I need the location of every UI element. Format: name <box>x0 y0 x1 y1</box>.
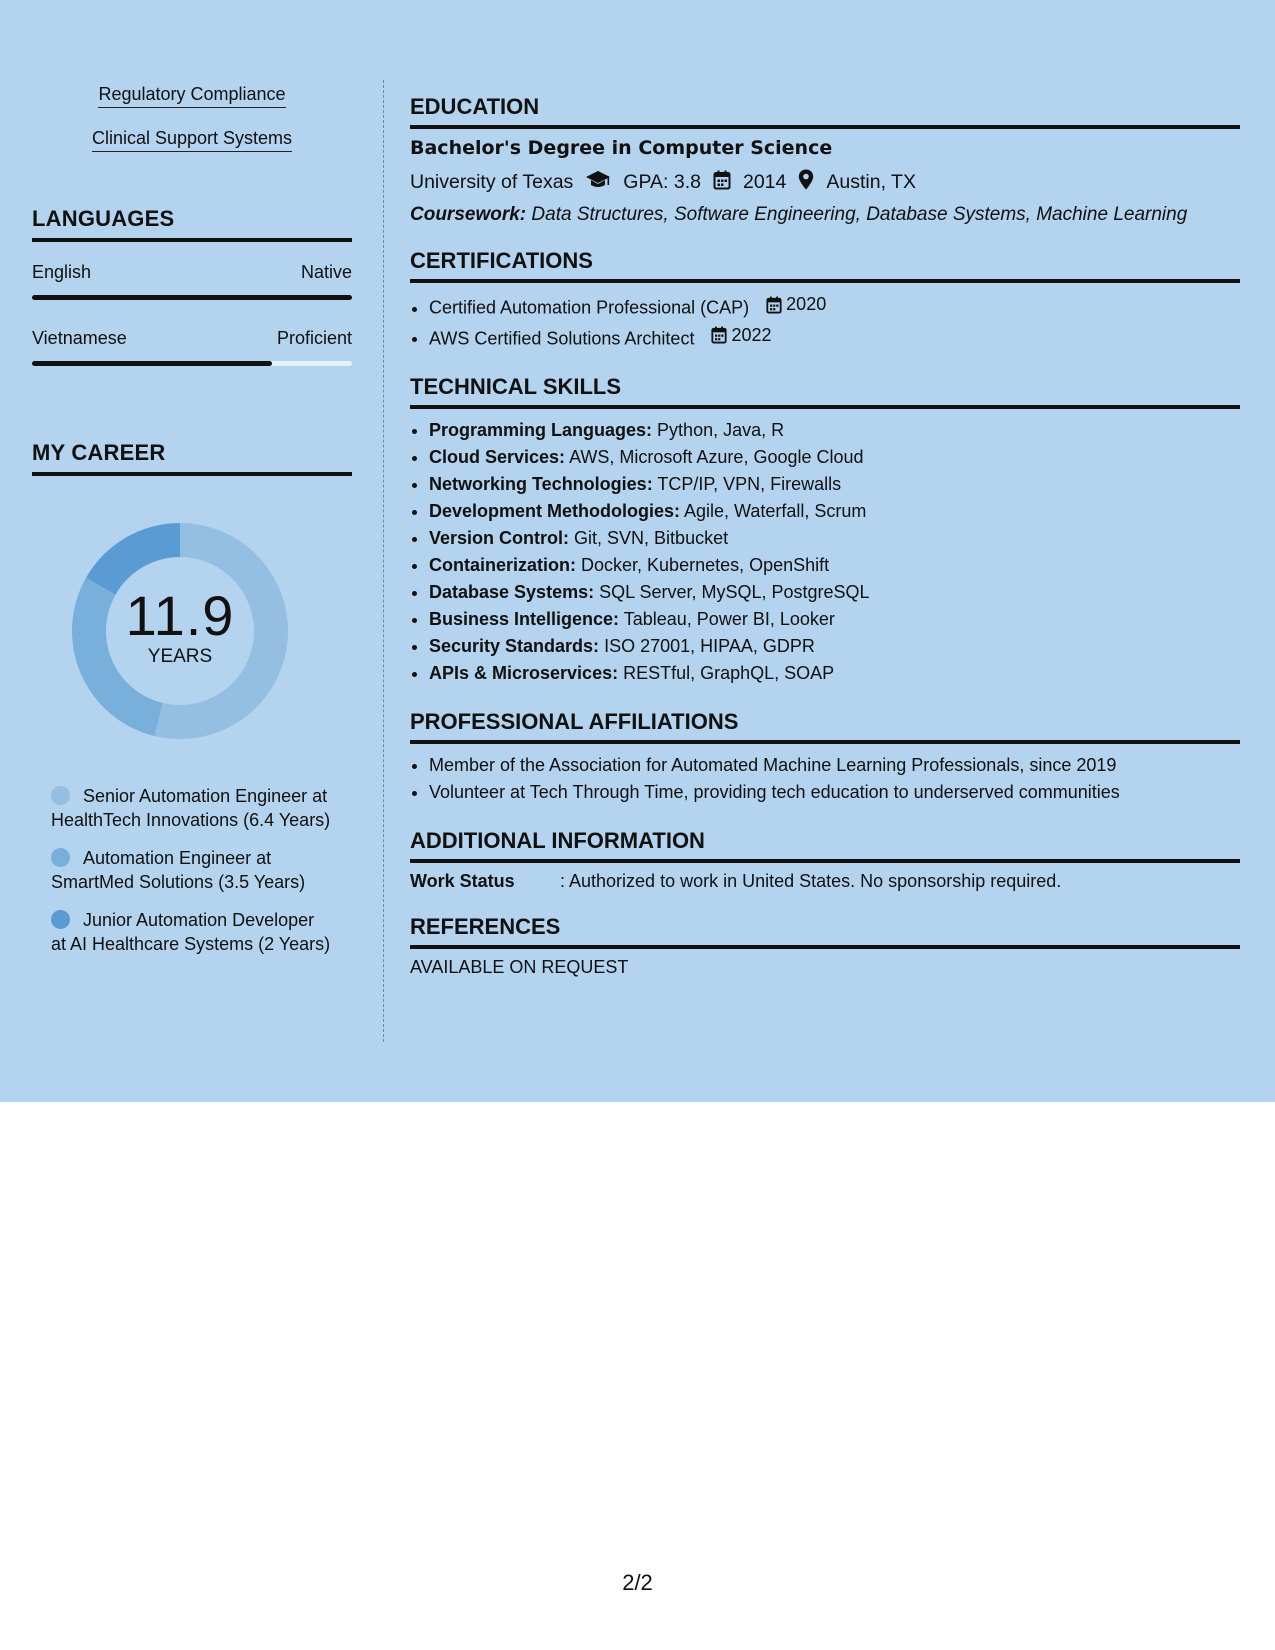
skill-label: Cloud Services: <box>429 447 566 467</box>
legend-label: Senior Automation Engineer at HealthTech Innovations (6.4 Years) <box>51 786 331 830</box>
skill-value: Python, Java, R <box>657 420 785 440</box>
calendar-icon <box>713 170 731 196</box>
coursework-label: Coursework: <box>410 204 527 225</box>
coursework-list: Data Structures, Software Engineering, Database Systems, Machine Learning <box>531 204 1188 225</box>
legend-dot <box>51 848 70 867</box>
skill-value: RESTful, GraphQL, SOAP <box>623 663 835 683</box>
language-bar-fill <box>32 361 272 366</box>
skill-label: Security Standards: <box>429 636 600 656</box>
legend-item <box>51 846 331 894</box>
skill-value: Docker, Kubernetes, OpenShift <box>581 555 830 575</box>
references-text: AVAILABLE ON REQUEST <box>410 957 629 977</box>
affiliation-item: • Volunteer at Tech Through Time, providing tech education to underserved communities <box>429 779 1240 806</box>
certification-year: 2020 <box>786 294 827 314</box>
additional-info-section <box>410 828 1240 892</box>
skill-value: Agile, Waterfall, Scrum <box>684 501 867 521</box>
affiliations-title: PROFESSIONAL AFFILIATIONS <box>410 709 1240 744</box>
graduation-cap-icon <box>585 170 611 196</box>
career-title: MY CAREER <box>32 440 352 476</box>
graduation-year: 2014 <box>742 171 787 193</box>
skill-item <box>429 444 1240 471</box>
map-pin-icon <box>798 169 814 196</box>
languages-title: LANGUAGES <box>32 206 352 242</box>
skill-item <box>429 633 1240 660</box>
skill-value: TCP/IP, VPN, Firewalls <box>657 474 842 494</box>
legend-dot <box>51 786 70 805</box>
school-name: University of Texas <box>410 171 574 193</box>
legend-label: Junior Automation Developer at AI Healthcare Systems (2 Years) <box>51 910 331 954</box>
skill-tag: Clinical Support Systems <box>92 128 292 152</box>
references-title: REFERENCES <box>410 914 1240 949</box>
skill-label: Containerization: <box>429 555 576 575</box>
skill-item <box>429 606 1240 633</box>
career-section <box>32 440 352 956</box>
skill-item <box>429 660 1240 687</box>
language-level: Native <box>300 262 352 282</box>
career-legend <box>51 784 331 956</box>
skill-item <box>429 417 1240 444</box>
skill-value: SQL Server, MySQL, PostgreSQL <box>599 582 870 602</box>
work-status-value: : Authorized to work in United States. No sponsorship required. <box>560 871 1062 891</box>
skill-item <box>429 498 1240 525</box>
skill-label: Database Systems: <box>429 582 595 602</box>
certification-name: AWS Certified Solutions Architect <box>429 328 695 348</box>
education-location: Austin, TX <box>826 171 916 193</box>
skill-value: Git, SVN, Bitbucket <box>574 528 729 548</box>
certifications-section <box>410 248 1240 352</box>
certification-name: Certified Automation Professional (CAP) <box>429 297 750 318</box>
skill-item <box>429 471 1240 498</box>
language-bar <box>32 361 352 366</box>
education-title: EDUCATION <box>410 94 1240 129</box>
degree-title: Bachelor's Degree in Computer Science <box>410 137 833 159</box>
language-bar <box>32 295 352 300</box>
gpa: GPA: 3.8 <box>623 171 701 193</box>
education-details <box>410 169 1240 196</box>
legend-label: Automation Engineer at SmartMed Solutions (3.5 Years) <box>51 848 306 892</box>
skill-value: AWS, Microsoft Azure, Google Cloud <box>569 447 864 467</box>
legend-item <box>51 784 331 832</box>
technical-skills-list <box>410 417 1240 687</box>
language-row <box>32 262 352 300</box>
skill-label: APIs & Microservices: <box>429 663 619 683</box>
career-total-years: 11.9 <box>125 584 235 647</box>
certifications-title: CERTIFICATIONS <box>410 248 1240 283</box>
affiliations-section <box>410 709 1240 806</box>
work-status-row <box>410 871 1240 892</box>
skill-value: ISO 27001, HIPAA, GDPR <box>604 636 815 656</box>
technical-skills-section <box>410 374 1240 687</box>
page-number: 2/2 <box>622 1570 653 1595</box>
language-level: Proficient <box>276 328 352 348</box>
coursework <box>410 204 1240 226</box>
certification-year: 2022 <box>731 324 772 345</box>
affiliations-list <box>410 752 1240 806</box>
language-name: Vietnamese <box>32 328 127 348</box>
language-bar-fill <box>32 295 352 300</box>
calendar-icon <box>766 296 782 314</box>
calendar-icon <box>711 326 727 344</box>
career-donut <box>65 516 295 746</box>
certifications-list <box>410 291 1240 352</box>
work-status-label: Work Status <box>410 871 515 891</box>
language-name: English <box>32 262 92 282</box>
column-divider <box>383 80 384 1042</box>
certification-item <box>429 322 1240 353</box>
skill-tag: Regulatory Compliance <box>98 84 285 108</box>
additional-info-title: ADDITIONAL INFORMATION <box>410 828 1240 863</box>
technical-skills-title: TECHNICAL SKILLS <box>410 374 1240 409</box>
left-column <box>32 84 352 970</box>
skill-label: Version Control: <box>429 528 570 548</box>
skill-label: Development Methodologies: <box>429 501 681 521</box>
skill-tags <box>32 84 352 172</box>
skill-item <box>429 552 1240 579</box>
skill-label: Business Intelligence: <box>429 609 620 629</box>
education-section <box>410 94 1240 226</box>
skill-value: Tableau, Power BI, Looker <box>623 609 835 629</box>
affiliation-item: • Member of the Association for Automated Machine Learning Professionals, since 2019 <box>429 752 1240 779</box>
skill-label: Programming Languages: <box>429 420 653 440</box>
skill-item <box>429 579 1240 606</box>
languages-section <box>32 206 352 366</box>
career-total-unit: YEARS <box>147 646 213 667</box>
legend-item <box>51 908 331 956</box>
certification-item <box>429 291 1240 322</box>
references-section <box>410 914 1240 978</box>
language-row <box>32 328 352 366</box>
legend-dot <box>51 910 70 929</box>
right-column <box>410 94 1240 1000</box>
skill-label: Networking Technologies: <box>429 474 653 494</box>
skill-item <box>429 525 1240 552</box>
